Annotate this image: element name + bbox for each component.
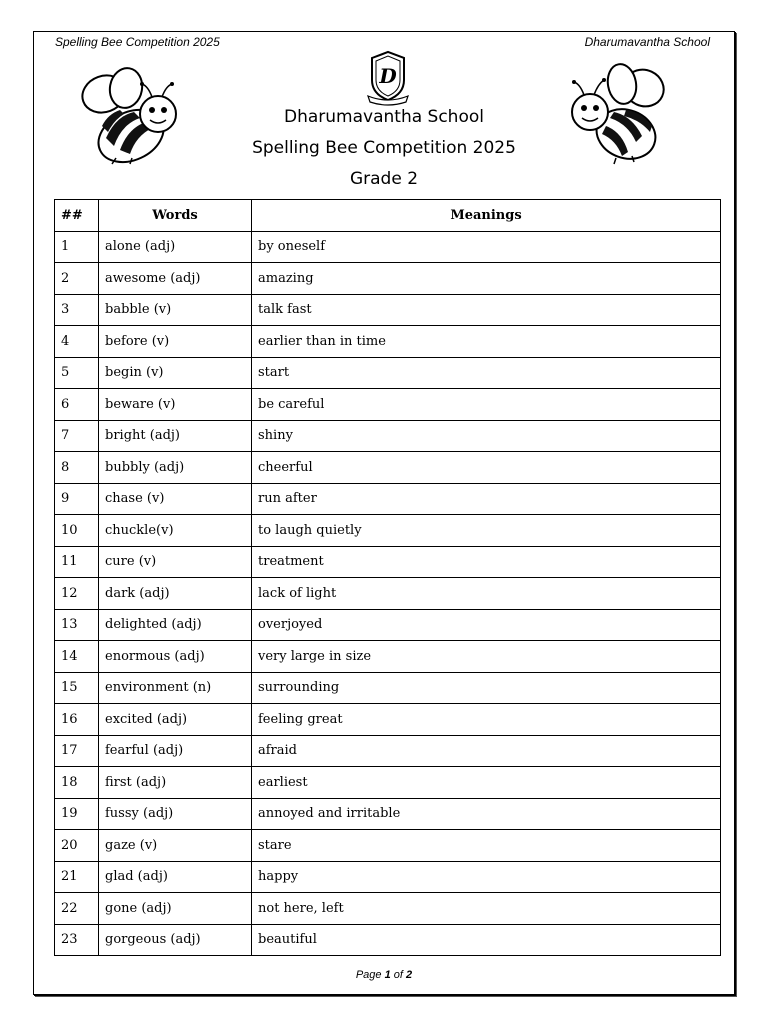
word-cell: excited (adj) — [99, 704, 252, 736]
page-footer — [0, 969, 768, 981]
table-row — [55, 830, 721, 862]
table-row — [55, 483, 721, 515]
word-number: 13 — [55, 609, 99, 641]
table-row — [55, 546, 721, 578]
word-cell: gaze (v) — [99, 830, 252, 862]
school-name-title: Dharumavantha School — [284, 107, 484, 127]
word-cell: awesome (adj) — [99, 263, 252, 295]
word-number: 2 — [55, 263, 99, 295]
meaning-cell: start — [252, 357, 721, 389]
word-cell: fussy (adj) — [99, 798, 252, 830]
table-row — [55, 326, 721, 358]
table-row — [55, 452, 721, 484]
meaning-cell: treatment — [252, 546, 721, 578]
running-header-left: Spelling Bee Competition 2025 — [55, 35, 220, 49]
meaning-cell: earlier than in time — [252, 326, 721, 358]
word-cell: gone (adj) — [99, 893, 252, 925]
meaning-cell: talk fast — [252, 294, 721, 326]
meaning-cell: very large in size — [252, 641, 721, 673]
word-number: 17 — [55, 735, 99, 767]
table-row — [55, 389, 721, 421]
table-row — [55, 641, 721, 673]
word-cell: delighted (adj) — [99, 609, 252, 641]
grade-title: Grade 2 — [349, 169, 419, 189]
table-body — [55, 231, 721, 956]
word-cell: fearful (adj) — [99, 735, 252, 767]
word-cell: chuckle(v) — [99, 515, 252, 547]
word-number: 8 — [55, 452, 99, 484]
table-row — [55, 704, 721, 736]
word-number: 23 — [55, 924, 99, 956]
word-number: 15 — [55, 672, 99, 704]
spelling-words-table — [54, 199, 721, 956]
meaning-cell: amazing — [252, 263, 721, 295]
table-row — [55, 798, 721, 830]
word-number: 19 — [55, 798, 99, 830]
word-number: 22 — [55, 893, 99, 925]
table-row — [55, 357, 721, 389]
word-cell: begin (v) — [99, 357, 252, 389]
table-row — [55, 861, 721, 893]
meaning-cell: earliest — [252, 767, 721, 799]
meaning-cell: stare — [252, 830, 721, 862]
meaning-cell: lack of light — [252, 578, 721, 610]
word-number: 12 — [55, 578, 99, 610]
word-cell: bright (adj) — [99, 420, 252, 452]
word-number: 18 — [55, 767, 99, 799]
meaning-cell: shiny — [252, 420, 721, 452]
meaning-cell: be careful — [252, 389, 721, 421]
meaning-cell: surrounding — [252, 672, 721, 704]
word-cell: babble (v) — [99, 294, 252, 326]
meaning-cell: feeling great — [252, 704, 721, 736]
column-header-words: Words — [99, 200, 252, 232]
table-row — [55, 231, 721, 263]
table-row — [55, 609, 721, 641]
table-header-row — [55, 200, 721, 232]
word-cell: dark (adj) — [99, 578, 252, 610]
word-cell: gorgeous (adj) — [99, 924, 252, 956]
word-cell: environment (n) — [99, 672, 252, 704]
table-row — [55, 294, 721, 326]
table-row — [55, 735, 721, 767]
table-row — [55, 515, 721, 547]
word-number: 4 — [55, 326, 99, 358]
table-row — [55, 767, 721, 799]
word-cell: bubbly (adj) — [99, 452, 252, 484]
word-number: 5 — [55, 357, 99, 389]
table-row — [55, 672, 721, 704]
meaning-cell: run after — [252, 483, 721, 515]
meaning-cell: by oneself — [252, 231, 721, 263]
column-header-meanings: Meanings — [252, 200, 721, 232]
school-crest-icon — [366, 50, 410, 106]
table-row — [55, 420, 721, 452]
word-cell: chase (v) — [99, 483, 252, 515]
running-header-right: Dharumavantha School — [584, 35, 710, 49]
meaning-cell: to laugh quietly — [252, 515, 721, 547]
meaning-cell: beautiful — [252, 924, 721, 956]
word-cell: before (v) — [99, 326, 252, 358]
word-number: 14 — [55, 641, 99, 673]
word-number: 21 — [55, 861, 99, 893]
word-cell: alone (adj) — [99, 231, 252, 263]
competition-title: Spelling Bee Competition 2025 — [252, 138, 516, 158]
word-cell: glad (adj) — [99, 861, 252, 893]
word-cell: beware (v) — [99, 389, 252, 421]
word-number: 16 — [55, 704, 99, 736]
word-cell: first (adj) — [99, 767, 252, 799]
table-row — [55, 893, 721, 925]
word-number: 11 — [55, 546, 99, 578]
word-number: 20 — [55, 830, 99, 862]
meaning-cell: not here, left — [252, 893, 721, 925]
word-number: 7 — [55, 420, 99, 452]
word-number: 10 — [55, 515, 99, 547]
table-row — [55, 263, 721, 295]
crest-letter: D — [379, 64, 397, 88]
word-number: 6 — [55, 389, 99, 421]
footer-total-pages: 2 — [406, 969, 413, 981]
meaning-cell: afraid — [252, 735, 721, 767]
word-number: 9 — [55, 483, 99, 515]
footer-current-page: 1 — [384, 969, 391, 981]
table-row — [55, 924, 721, 956]
meaning-cell: annoyed and irritable — [252, 798, 721, 830]
word-cell: cure (v) — [99, 546, 252, 578]
word-cell: enormous (adj) — [99, 641, 252, 673]
footer-of-label: of — [393, 969, 403, 981]
meaning-cell: overjoyed — [252, 609, 721, 641]
table-row — [55, 578, 721, 610]
word-number: 3 — [55, 294, 99, 326]
word-number: 1 — [55, 231, 99, 263]
column-header-number: ## — [55, 200, 99, 232]
meaning-cell: cheerful — [252, 452, 721, 484]
footer-page-label: Page — [355, 969, 382, 981]
meaning-cell: happy — [252, 861, 721, 893]
